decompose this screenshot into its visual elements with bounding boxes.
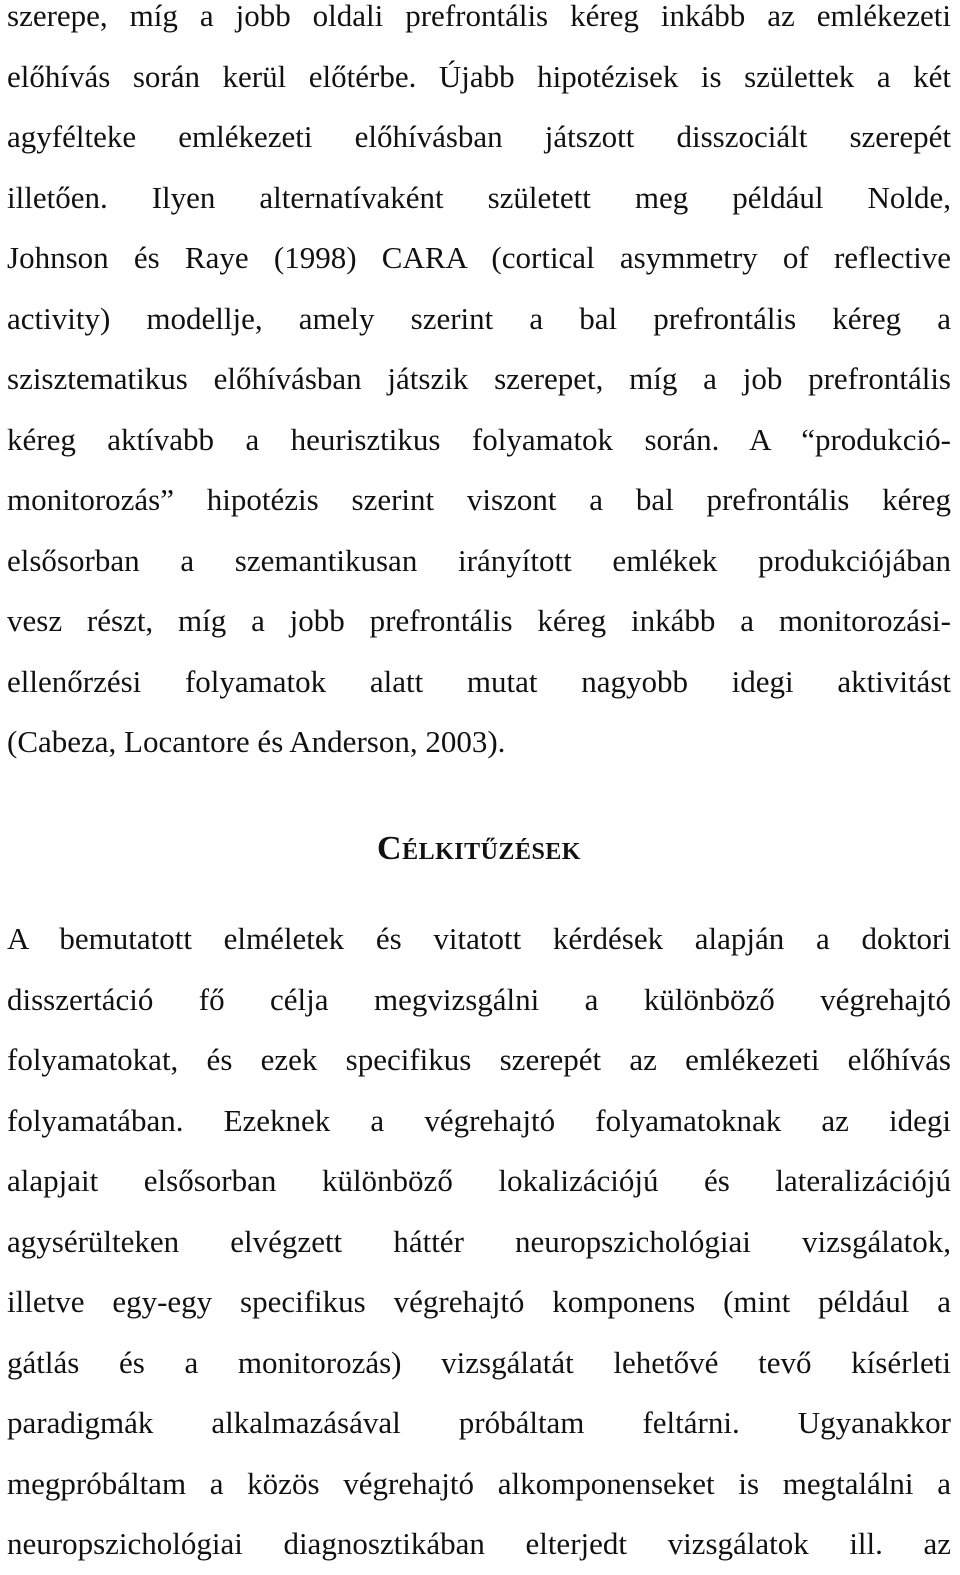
text-line: (Cabeza, Locantore és Anderson, 2003).	[7, 724, 506, 759]
text-line: szerepe, míg a jobb oldali prefrontális kéreg inkább az emlékezeti	[7, 0, 951, 33]
text-line: gátlás és a monitorozás) vizsgálatát lehetővé tevő kísérleti	[7, 1345, 951, 1380]
text-line: agysérülteken elvégzett háttér neuropszichológiai vizsgálatok,	[7, 1224, 951, 1259]
text-line: szisztematikus előhívásban játszik szerepet, míg a job prefrontális	[7, 361, 951, 396]
text-line: monitorozás” hipotézis szerint viszont a bal prefrontális kéreg	[7, 482, 951, 517]
text-line: illetve egy-egy specifikus végrehajtó komponens (mint például a	[7, 1284, 951, 1319]
text-line: kéreg aktívabb a heurisztikus folyamatok során. A “produkció-	[7, 422, 951, 457]
text-line: alapjait elsősorban különböző lokalizációjú és lateralizációjú	[7, 1163, 951, 1198]
text-line: Johnson és Raye (1998) CARA (cortical asymmetry of reflective	[7, 240, 951, 275]
text-line: neuropszichológiai diagnosztikában elterjedt vizsgálatok ill. az	[7, 1526, 951, 1561]
text-line: paradigmák alkalmazásával próbáltam feltárni. Ugyanakkor	[7, 1405, 951, 1440]
text-line: illetően. Ilyen alternatívaként született meg például Nolde,	[7, 180, 951, 215]
text-line: vesz részt, míg a jobb prefrontális kéreg inkább a monitorozási-	[7, 603, 951, 638]
text-line: folyamatokat, és ezek specifikus szerepét az emlékezeti előhívás	[7, 1042, 951, 1077]
text-line: activity) modellje, amely szerint a bal prefrontális kéreg a	[7, 301, 951, 336]
text-line: ellenőrzési folyamatok alatt mutat nagyobb idegi aktivitást	[7, 664, 951, 699]
text-line: folyamatában. Ezeknek a végrehajtó folyamatoknak az idegi	[7, 1103, 951, 1138]
text-line: disszertáció fő célja megvizsgálni a különböző végrehajtó	[7, 982, 951, 1017]
text-line: agyfélteke emlékezeti előhívásban játszott disszociált szerepét	[7, 119, 951, 154]
text-line: megpróbáltam a közös végrehajtó alkomponenseket is megtalálni a	[7, 1466, 951, 1501]
text-line: előhívás során kerül előtérbe. Újabb hipotézisek is születtek a két	[7, 59, 951, 94]
text-line: elsősorban a szemantikusan irányított emlékek produkciójában	[7, 543, 951, 578]
text-line: A bemutatott elméletek és vitatott kérdések alapján a doktori	[7, 921, 951, 956]
section-heading: Célkitűzések	[377, 830, 581, 867]
